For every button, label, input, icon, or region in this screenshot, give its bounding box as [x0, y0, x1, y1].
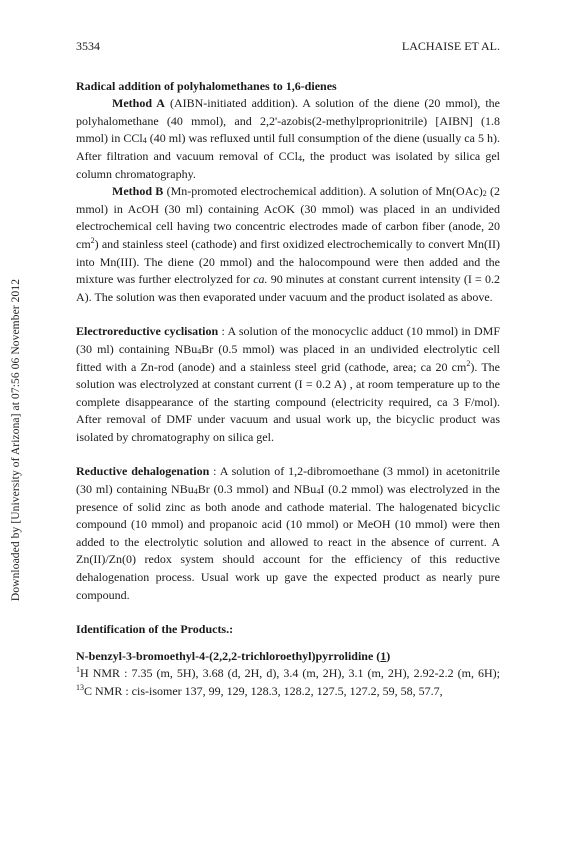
- method-a-paragraph: Method A (AIBN-initiated addition). A solution of the diene (20 mmol), the polyhalomethane (40 mmol), and 2,2'-azobis(2-methylproprionitrile) [AIBN] (1.8 mmol) in CCl$_4$ (40 ml) was refluxed until full consumption of the diene (usually ca 5 h). After filtration and vacuum removal of CCl$_4$, the product was isolated by silica gel column chromatography.: [76, 96, 501, 181]
- page-number: 3534: [76, 39, 100, 53]
- section-title-identification: Identification of the Products.:: [76, 622, 234, 637]
- download-notice: Downloaded by [University of Arizona] at 07:56 06 November 2012: [10, 278, 22, 602]
- method-b-label: Method B: [112, 184, 164, 199]
- nmr-data: $^1$H NMR : 7.35 (m, 5H), 3.68 (d, 2H, d), 3.4 (m, 2H), 3.1 (m, 2H), 2.92-2.2 (m, 6H); $^{13}$C NMR : cis-isomer 137, 99, 129, 128.3, 128.2, 127.5, 127.2, 59, 58, 57.7,: [76, 665, 500, 698]
- method-a-label: Method A: [112, 96, 165, 111]
- section-title-cyclisation: Electroreductive cyclisation: [76, 324, 219, 339]
- compound-number: 1: [380, 648, 387, 663]
- page-header: [76, 38, 500, 56]
- compound-heading: N-benzyl-3-bromoethyl-4-(2,2,2-trichloroethyl)pyrrolidine (1): [76, 648, 391, 663]
- download-watermark: [6, 240, 26, 640]
- document-page: [76, 38, 500, 701]
- method-b-paragraph: Method B (Mn-promoted electrochemical addition). A solution of $Mn(OAc)_2$ (2 mmol) in AcOH (30 ml) containing AcOK (30 mmol) was placed in an undivided electrochemical cell having two concentric electrodes made of carbon fiber (anode, 20 $cm^2$) and stainless steel (cathode) and first oxidized electrochemically to convert Mn(II) into Mn(III). The diene (20 mmol) and the halocompound were then added and the mixture was further electrolyzed for ca. 90 minutes at constant current intensity (I = 0.2 A). The solution was then evaporated under vacuum and the product isolated as above.: [76, 184, 501, 304]
- section-title-radical: Radical addition of polyhalomethanes to 1,6-dienes: [76, 78, 337, 93]
- cyclisation-paragraph: Electroreductive cyclisation : A solution of the monocyclic adduct (10 mmol) in DMF (30 ml) containing NBu$_4$Br (0.5 mmol) was placed in an undivided electrolytic cell fitted with a Zn-rod (anode) and a stainless steel grid (cathode, area; ca 20 $cm^2$). The solution was electrolyzed at constant current (I = 0.2 A) , at room temperature up to the complete disappearance of the starting compound (electricity required, ca 3 F/mol). After removal of DMF under vacuum and usual work up, the bicyclic product was isolated by chromatography on silica gel.: [76, 324, 501, 444]
- running-title: LACHAISE ET AL.: [401, 39, 500, 53]
- dehalogenation-paragraph: Reductive dehalogenation : A solution of 1,2-dibromoethane (3 mmol) in acetonitrile (30 ml) containing NBu$_4$Br (0.3 mmol) and NBu$_4$I (0.2 mmol) was electrolyzed in the presence of solid zinc as both anode and cathode material. The halogenated bicyclic compound (10 mmol) and propanoic acid (10 mmol) or MeOH (10 mmol) were then added to the electrolytic solution and allowed to react in the absence of current. A Zn(II)/Zn(0) redox system should account for the efficiency of this reductive dehalogenation process. Usual work up gave the expected product as nearly pure compound.: [76, 464, 501, 602]
- section-title-dehalogenation: Reductive dehalogenation: [76, 464, 210, 479]
